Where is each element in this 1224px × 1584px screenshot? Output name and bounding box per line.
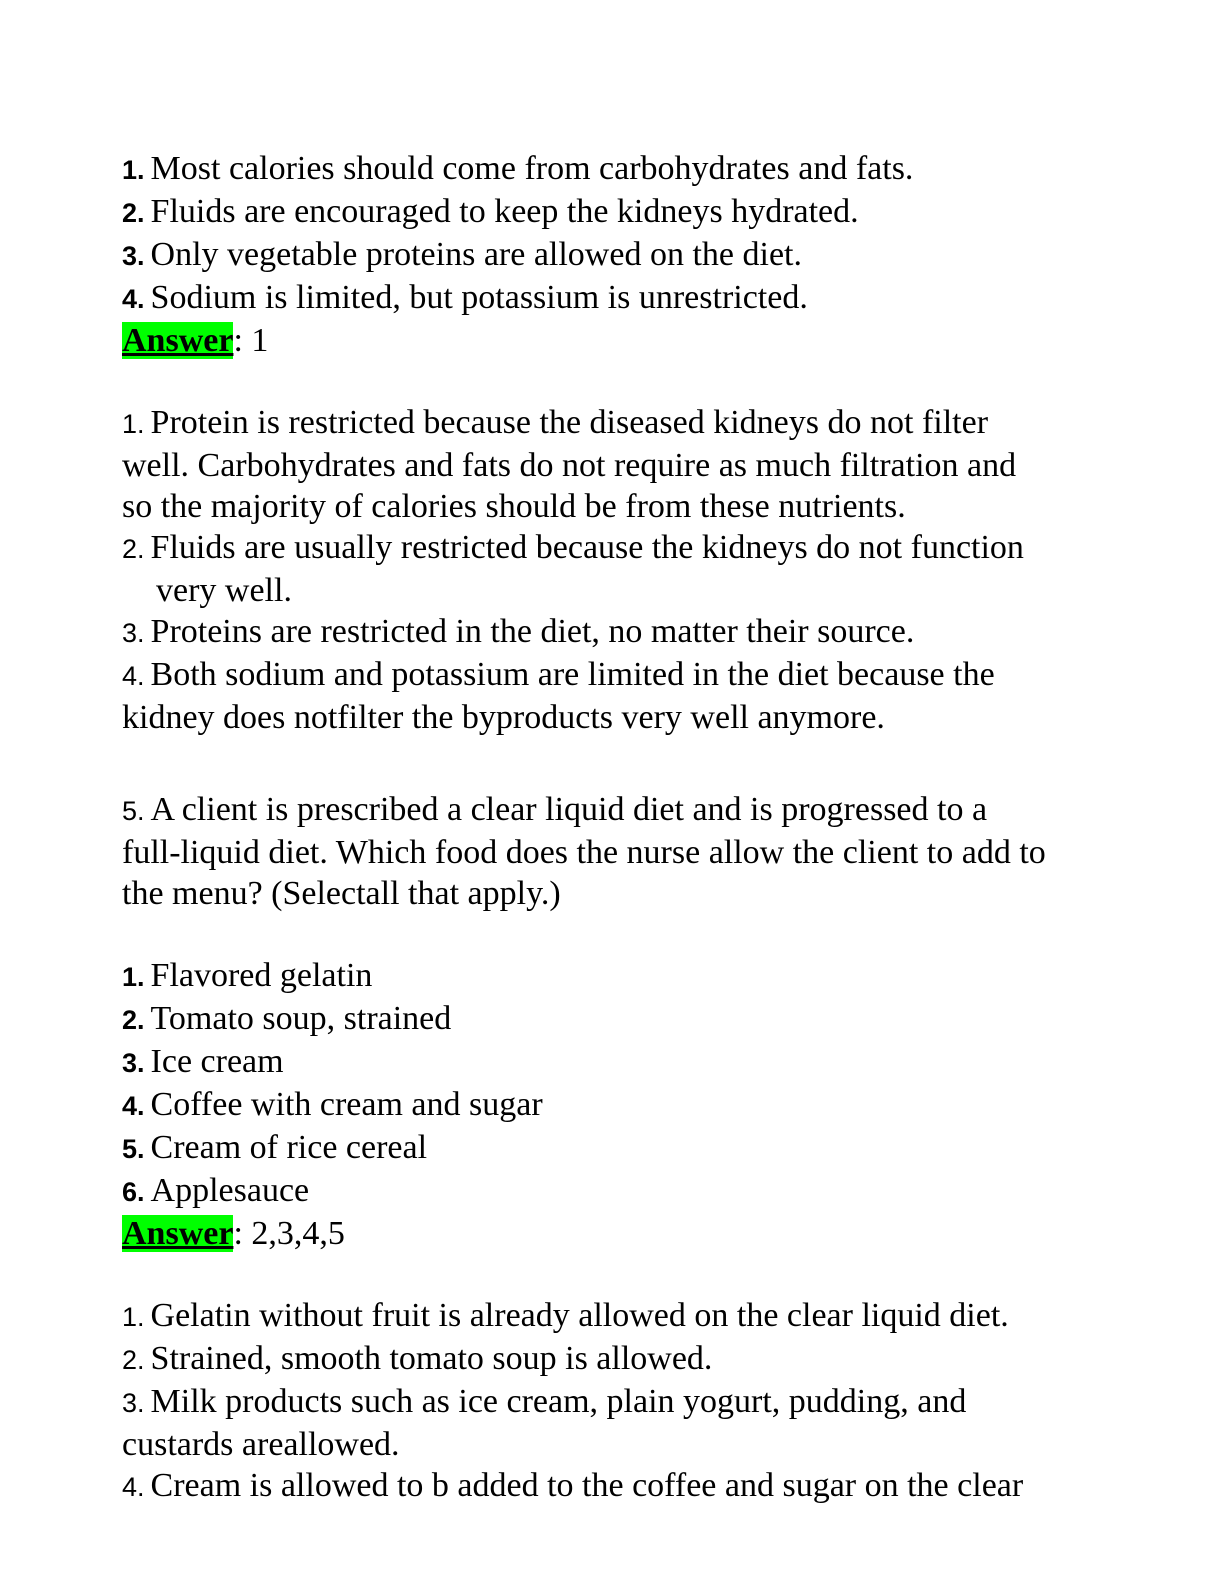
q4-rationale-3: 3. Proteins are restricted in the diet, no matter their source. bbox=[122, 613, 915, 650]
q4-rationale-2-cont: very well. bbox=[156, 572, 292, 609]
q5-option-6: 6. Applesauce bbox=[122, 1172, 310, 1209]
q4-rationale-1-cont: so the majority of calories should be from these nutrients. bbox=[122, 488, 906, 525]
q4-option-3: 3. Only vegetable proteins are allowed on the diet. bbox=[122, 236, 802, 273]
q5-options-list bbox=[122, 955, 1102, 1213]
q5-rationale-3: 3. Milk products such as ice cream, plain yogurt, pudding, and bbox=[122, 1383, 967, 1420]
q5-rationales bbox=[122, 1295, 1102, 1508]
q5-rationale-3-cont: custards areallowed. bbox=[122, 1426, 400, 1463]
q4-option-4: 4. Sodium is limited, but potassium is unrestricted. bbox=[122, 279, 808, 316]
q5-option-2: 2. Tomato soup, strained bbox=[122, 1000, 452, 1037]
spacer bbox=[122, 738, 1102, 789]
q5-option-3: 3. Ice cream bbox=[122, 1043, 284, 1080]
q5-option-5: 5. Cream of rice cereal bbox=[122, 1129, 428, 1166]
q5-rationale-4: 4. Cream is allowed to b added to the coffee and sugar on the clear bbox=[122, 1467, 1024, 1504]
q4-option-2: 2. Fluids are encouraged to keep the kidneys hydrated. bbox=[122, 193, 859, 230]
q4-rationale-1: 1. Protein is restricted because the diseased kidneys do not filter bbox=[122, 404, 989, 441]
q4-option-1: 1. Most calories should come from carbohydrates and fats. bbox=[122, 150, 914, 187]
q5-stem bbox=[122, 789, 1102, 914]
document-body bbox=[122, 148, 1102, 1508]
spacer bbox=[122, 914, 1102, 955]
q5-stem-line: full-liquid diet. Which food does the nurse allow the client to add to bbox=[122, 834, 1046, 871]
q4-rationales bbox=[122, 402, 1102, 738]
q4-options-list bbox=[122, 148, 1102, 320]
q5-rationale-1: 1. Gelatin without fruit is already allowed on the clear liquid diet. bbox=[122, 1297, 1009, 1334]
q5-answer-value: : 2,3,4,5 bbox=[233, 1215, 345, 1252]
q5-option-4: 4. Coffee with cream and sugar bbox=[122, 1086, 543, 1123]
q4-rationale-2: 2. Fluids are usually restricted because the kidneys do not function bbox=[122, 529, 1024, 566]
spacer bbox=[122, 361, 1102, 402]
q4-answer-value: : 1 bbox=[233, 322, 269, 359]
spacer bbox=[122, 1254, 1102, 1295]
q5-rationale-2: 2. Strained, smooth tomato soup is allowed. bbox=[122, 1340, 713, 1377]
q5-answer-label: Answer bbox=[122, 1215, 234, 1252]
q5-stem-line: the menu? (Selectall that apply.) bbox=[122, 875, 561, 912]
q5-stem-line: 5. A client is prescribed a clear liquid diet and is progressed to a bbox=[122, 791, 988, 828]
q5-option-1: 1. Flavored gelatin bbox=[122, 957, 373, 994]
q4-answer-label: Answer bbox=[122, 322, 234, 359]
q5-answer bbox=[122, 1213, 1102, 1254]
q4-rationale-4: 4. Both sodium and potassium are limited in the diet because the bbox=[122, 656, 995, 693]
q4-rationale-1-cont: well. Carbohydrates and fats do not require as much filtration and bbox=[122, 447, 1017, 484]
q4-answer bbox=[122, 320, 1102, 361]
q4-rationale-4-cont: kidney does notfilter the byproducts very well anymore. bbox=[122, 699, 885, 736]
